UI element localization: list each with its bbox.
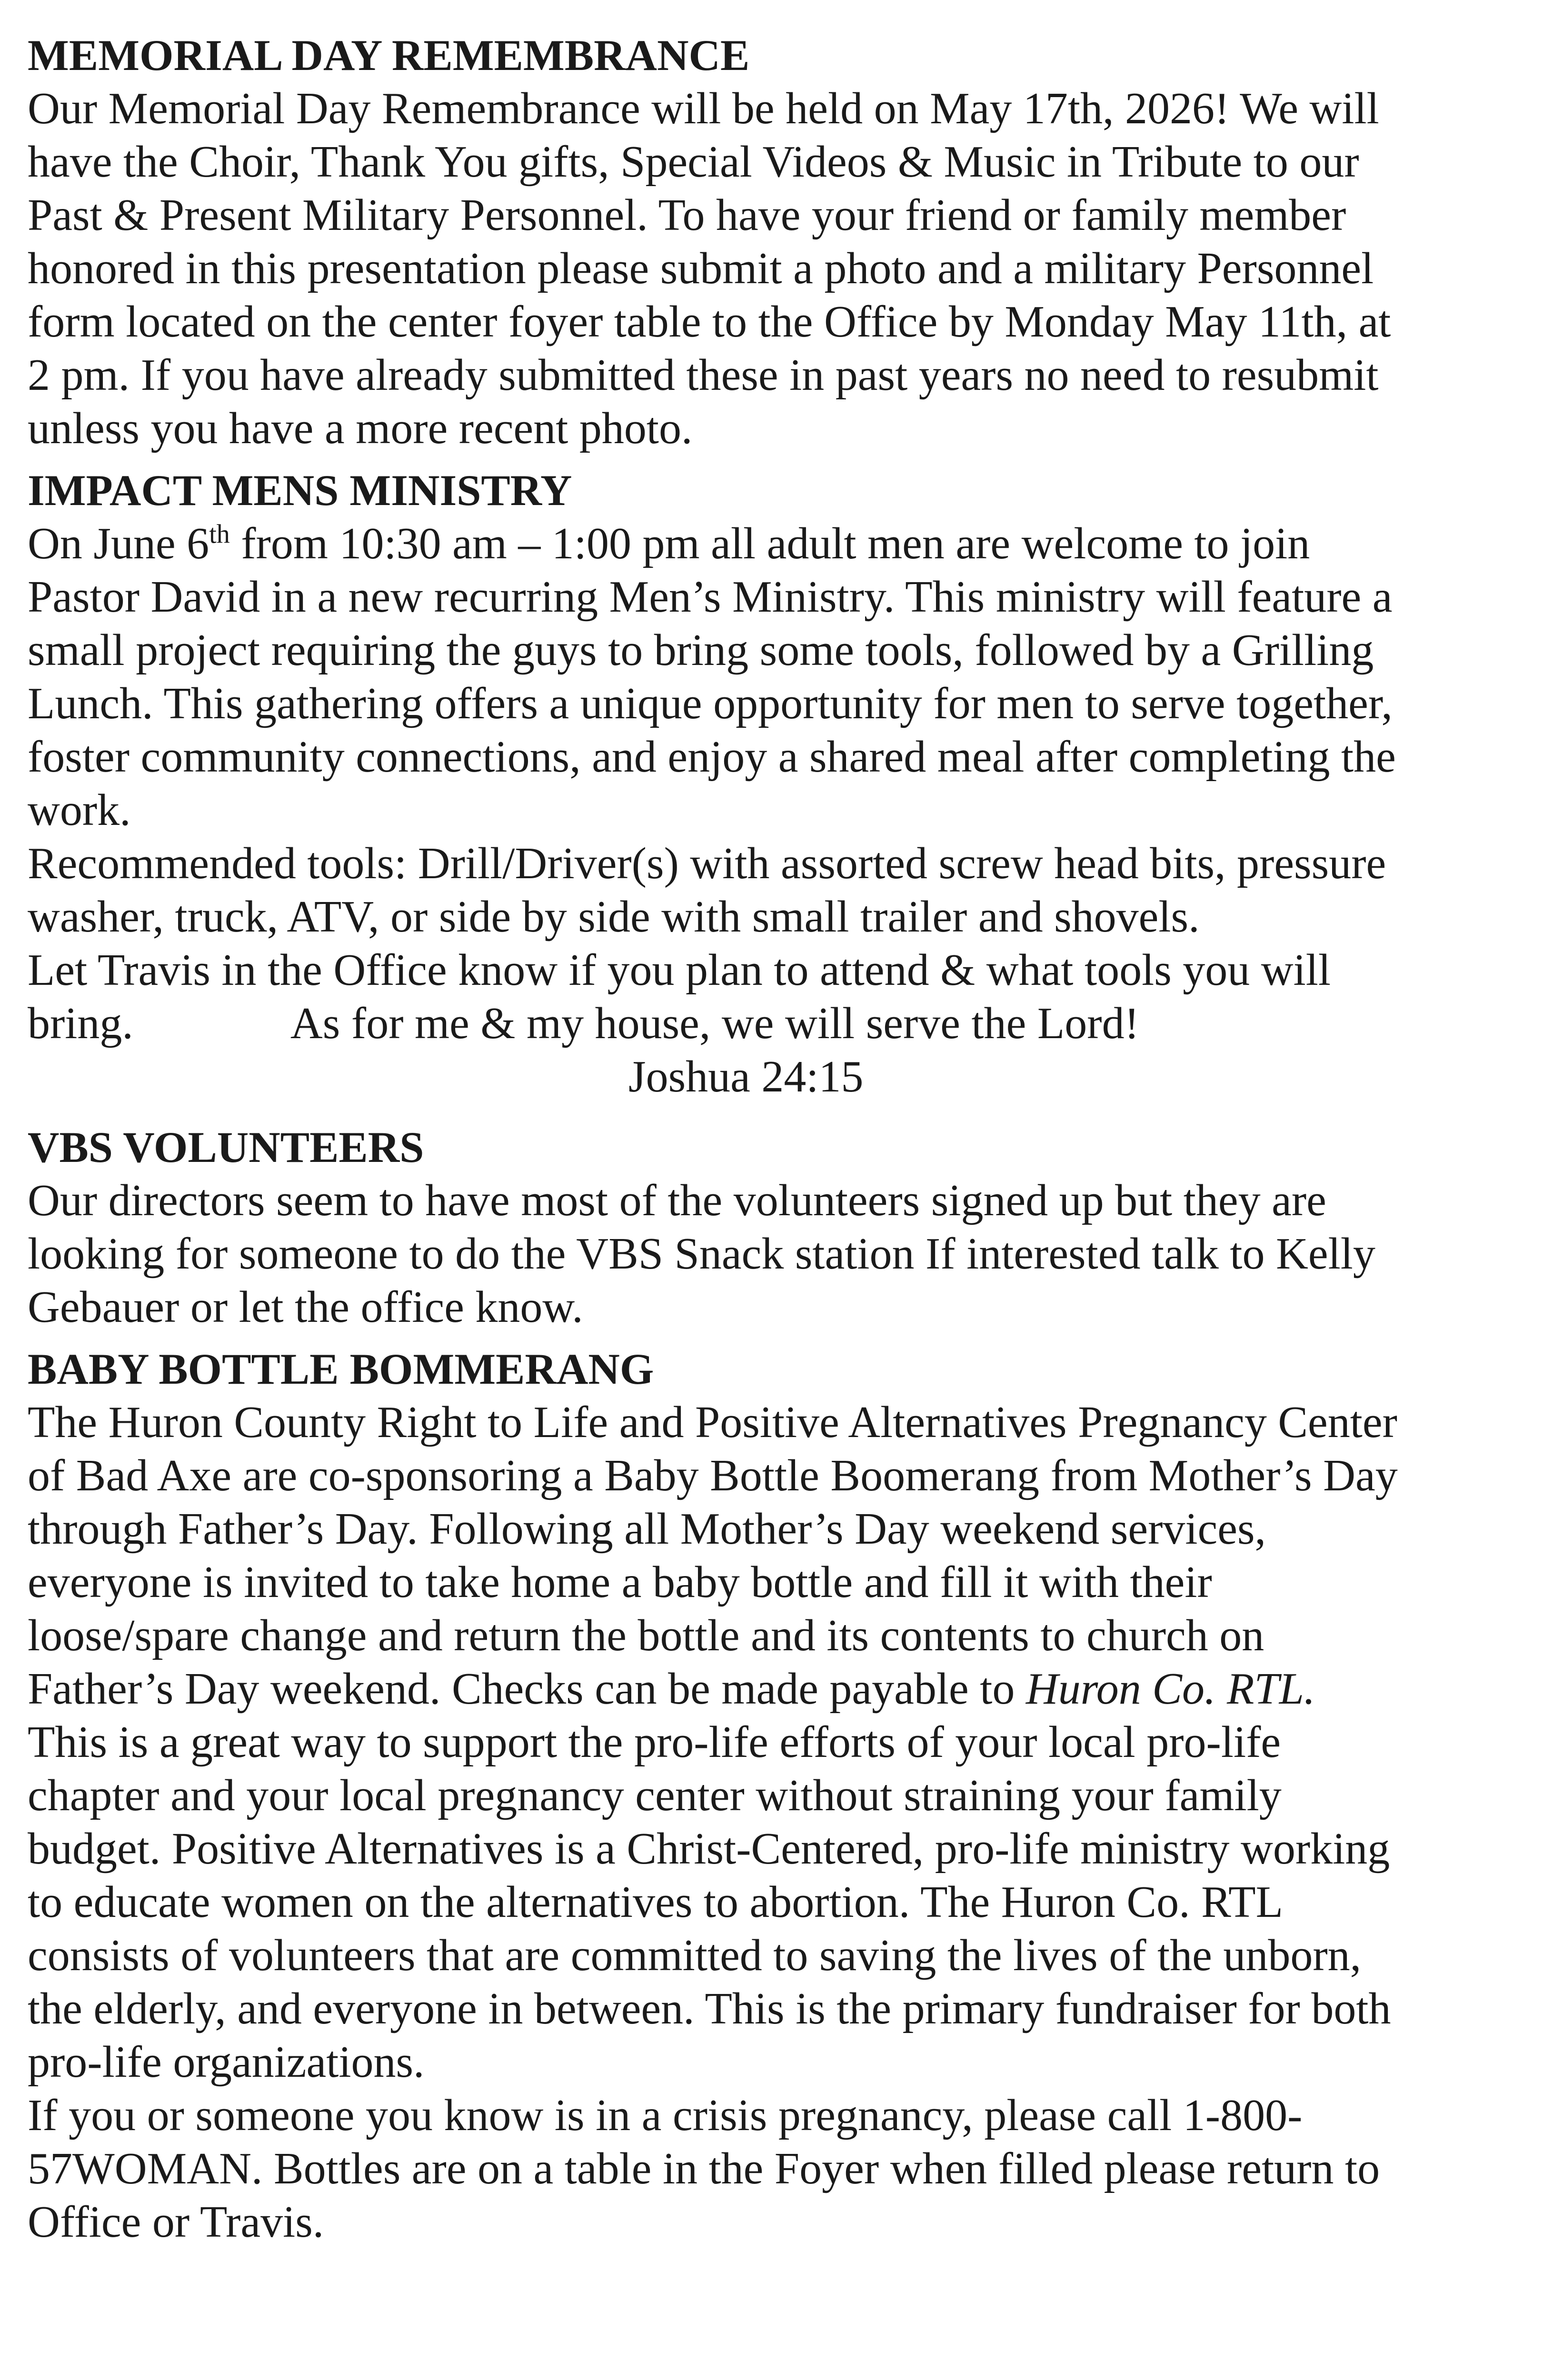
impact-line: foster community connections, and enjoy a shared meal after completing the: [28, 732, 1396, 782]
bulletin-page: [28, 29, 1518, 2249]
verse-text: As for me & my house, we will serve the Lord!: [290, 999, 1139, 1048]
bottle-line: budget. Positive Alternatives is a Christ-Centered, pro-life ministry working: [28, 1824, 1390, 1874]
checks-line: [28, 1662, 1518, 1716]
crisis-line: If you or someone you know is in a crisis pregnancy, please call 1-800-: [28, 2091, 1303, 2140]
vbs-line: Gebauer or let the office know.: [28, 1282, 583, 1332]
bottle-line: through Father’s Day. Following all Mother’s Day weekend services,: [28, 1504, 1266, 1554]
impact-time-text: from 10:30 am – 1:00 pm all adult men are welcome to join: [229, 519, 1310, 568]
memorial-line: Past & Present Military Personnel. To have your friend or family member: [28, 190, 1346, 240]
memorial-day-heading: MEMORIAL DAY REMEMBRANCE: [28, 31, 750, 79]
crisis-line: 57WOMAN. Bottles are on a table in the Foyer when filled please return to: [28, 2144, 1380, 2193]
baby-bottle-heading: BABY BOTTLE BOMMERANG: [28, 1345, 654, 1393]
impact-date-ordinal: th: [209, 519, 230, 549]
vbs-line: Our directors seem to have most of the volunteers signed up but they are: [28, 1176, 1326, 1225]
impact-line: Lunch. This gathering offers a unique opportunity for men to serve together,: [28, 679, 1393, 728]
baby-bottle-section: [28, 1342, 1518, 2249]
impact-line: small project requiring the guys to bring some tools, followed by a Grilling: [28, 625, 1374, 675]
impact-date-text: On June 6: [28, 519, 209, 568]
checks-text: Father’s Day weekend. Checks can be made payable to: [28, 1664, 1026, 1714]
bottle-line: everyone is invited to take home a baby bottle and fill it with their: [28, 1557, 1212, 1607]
verse-reference: Joshua 24:15: [628, 1052, 864, 1101]
vbs-volunteers-heading: VBS VOLUNTEERS: [28, 1123, 424, 1171]
travis-line: Let Travis in the Office know if you plan to attend & what tools you will: [28, 945, 1331, 995]
bottle-line: chapter and your local pregnancy center without straining your family: [28, 1771, 1282, 1820]
impact-mens-ministry-section: [28, 464, 1518, 1103]
bottle-line: the elderly, and everyone in between. This is the primary fundraiser for both: [28, 1984, 1391, 2033]
memorial-line: unless you have a more recent photo.: [28, 404, 693, 453]
vbs-volunteers-section: [28, 1121, 1518, 1334]
vbs-line: looking for someone to do the VBS Snack station If interested talk to Kelly: [28, 1229, 1375, 1279]
impact-line-date: [28, 517, 1518, 570]
bottle-line: consists of volunteers that are committed to saving the lives of the unborn,: [28, 1931, 1362, 1980]
memorial-line: form located on the center foyer table to the Office by Monday May 11th, at: [28, 297, 1391, 347]
memorial-line: Our Memorial Day Remembrance will be held on May 17th, 2026! We will: [28, 84, 1379, 133]
bottle-line: The Huron County Right to Life and Positive Alternatives Pregnancy Center: [28, 1398, 1397, 1447]
bottle-line: loose/spare change and return the bottle and its contents to church on: [28, 1611, 1264, 1660]
memorial-line: honored in this presentation please submit a photo and a military Personnel: [28, 244, 1374, 293]
bottle-line: of Bad Axe are co-sponsoring a Baby Bottle Boomerang from Mother’s Day: [28, 1451, 1398, 1500]
crisis-line: Office or Travis.: [28, 2197, 324, 2247]
memorial-day-section: [28, 29, 1518, 455]
bottle-line: to educate women on the alternatives to abortion. The Huron Co. RTL: [28, 1877, 1284, 1927]
bottle-line: pro-life organizations.: [28, 2037, 425, 2087]
memorial-line: have the Choir, Thank You gifts, Special Videos & Music in Tribute to our: [28, 137, 1359, 187]
tools-line: Recommended tools: Drill/Driver(s) with assorted screw head bits, pressure: [28, 839, 1386, 888]
bottle-line: This is a great way to support the pro-life efforts of your local pro-life: [28, 1717, 1281, 1767]
tools-line: washer, truck, ATV, or side by side with small trailer and shovels.: [28, 892, 1200, 942]
impact-line: work.: [28, 785, 131, 835]
bring-verse-line: [28, 997, 1518, 1050]
memorial-line: 2 pm. If you have already submitted these in past years no need to resubmit: [28, 350, 1379, 400]
impact-line: Pastor David in a new recurring Men’s Ministry. This ministry will feature a: [28, 572, 1393, 622]
bring-word: bring.: [28, 999, 133, 1048]
impact-mens-ministry-heading: IMPACT MENS MINISTRY: [28, 466, 572, 515]
payee-name: Huron Co. RTL.: [1025, 1664, 1315, 1714]
